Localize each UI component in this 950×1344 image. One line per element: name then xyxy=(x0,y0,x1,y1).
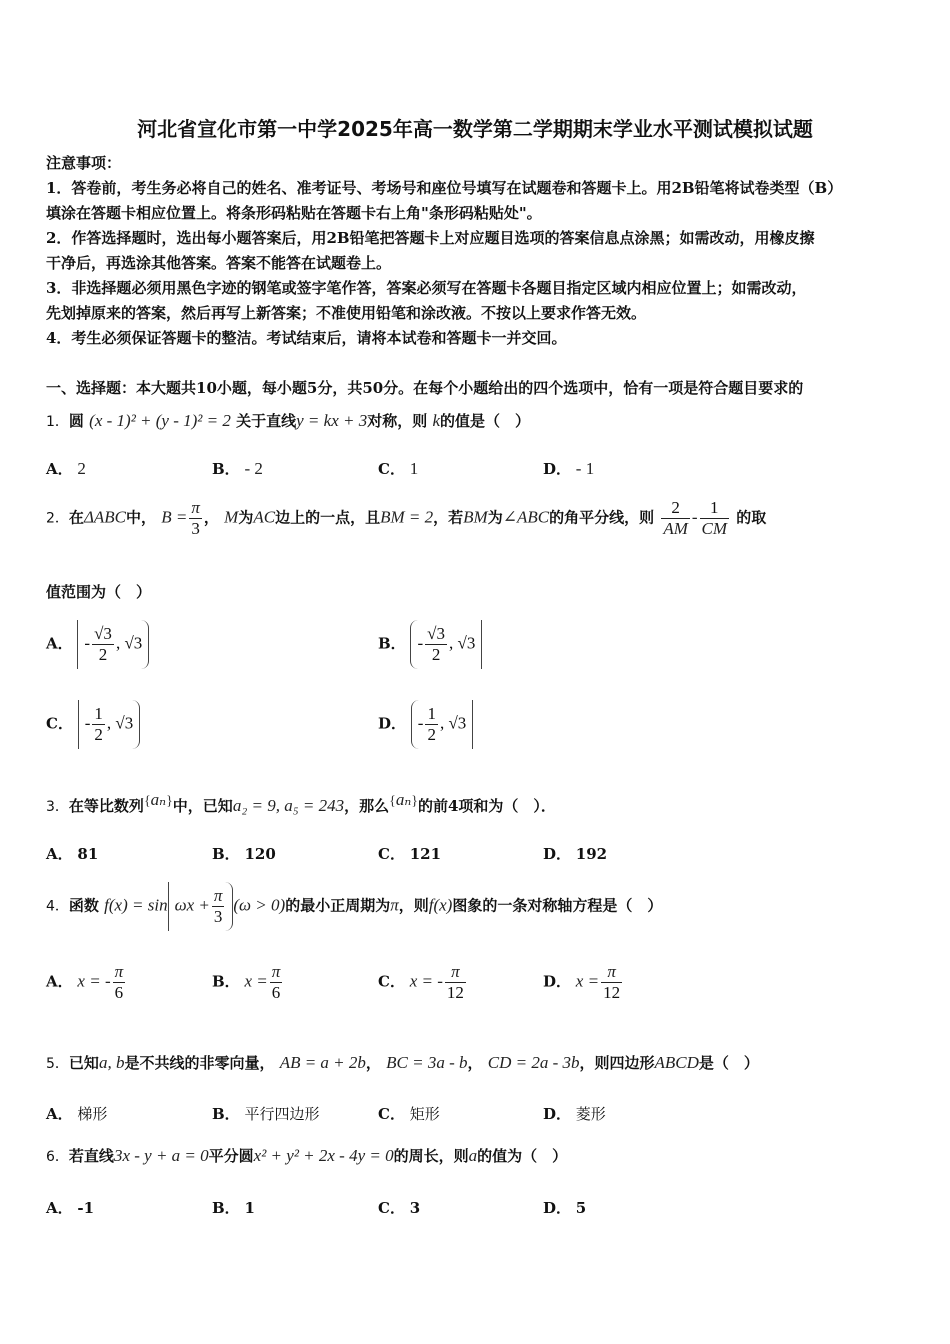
denominator: 6 xyxy=(113,982,126,1003)
question-text: 函数 xyxy=(68,896,99,915)
math-symbol: BM xyxy=(463,507,488,527)
question-text: 图象的一条对称轴方程是（ ） xyxy=(452,896,663,915)
option-value: - 1 xyxy=(575,459,595,478)
option-value: 2 xyxy=(77,459,86,478)
option-label: B． xyxy=(212,1105,240,1123)
fraction xyxy=(92,704,105,745)
denominator: 2 xyxy=(94,725,103,744)
option-c[interactable] xyxy=(46,700,140,749)
fraction xyxy=(425,624,447,665)
question-2-continued: 值范围为（ ） xyxy=(46,583,152,601)
upper-bound: , √3 xyxy=(115,633,143,653)
interval xyxy=(78,700,141,749)
math-symbol: B = xyxy=(161,507,188,527)
denominator: CM xyxy=(701,519,728,538)
math-symbol: a₂ = 9, a₅ = 243 xyxy=(232,796,345,815)
option-label: A． xyxy=(46,1199,73,1217)
numerator: π xyxy=(213,886,223,905)
question-text: ， xyxy=(467,1054,483,1072)
interval xyxy=(410,620,482,669)
upper-bound: , √3 xyxy=(448,633,476,653)
option-label: B． xyxy=(212,972,240,991)
math-symbol: a xyxy=(468,1146,478,1165)
option-c[interactable] xyxy=(378,962,468,1003)
option-d[interactable] xyxy=(543,962,624,1003)
question-text: ，若 xyxy=(433,508,464,527)
math-symbol: ABCD xyxy=(654,1053,699,1072)
option-c[interactable] xyxy=(378,843,441,864)
numerator: π xyxy=(114,962,124,981)
option-value: 矩形 xyxy=(409,1105,440,1123)
option-value: 120 xyxy=(244,845,276,863)
denominator: 2 xyxy=(92,644,114,665)
option-label: A． xyxy=(46,1105,73,1123)
math-symbol: x = xyxy=(244,971,268,991)
option-value: 1 xyxy=(409,459,419,478)
option-label: A． xyxy=(46,634,73,653)
option-label: D． xyxy=(543,1105,572,1123)
option-value: 121 xyxy=(409,845,442,863)
question-text: 中， xyxy=(126,508,157,527)
denominator: 6 xyxy=(270,982,283,1003)
option-label: D． xyxy=(543,1199,572,1217)
math-symbol: π xyxy=(390,895,399,915)
fraction xyxy=(92,624,114,665)
notice-line: 1．答卷前，考生务必将自己的姓名、准考证号、考场号和座位号填写在试题卷和答题卡上。用2B铅笔将试卷类型（B） xyxy=(46,179,843,197)
option-label: C． xyxy=(378,972,405,991)
question-text: 为 xyxy=(487,508,503,527)
denominator: AM xyxy=(663,519,688,538)
option-label: A． xyxy=(46,972,73,991)
question-text: 是（ ） xyxy=(698,1054,759,1072)
sequence-symbol: {aₙ} xyxy=(389,790,418,809)
upper-bound: , √3 xyxy=(439,713,467,733)
option-label: D． xyxy=(378,714,407,733)
math-symbol: AB = a + 2b xyxy=(279,1053,366,1072)
option-label: B． xyxy=(212,460,240,478)
option-label: A． xyxy=(46,845,73,863)
math-symbol: CD = 2a - 3b xyxy=(487,1053,580,1072)
option-b[interactable] xyxy=(212,1197,255,1218)
fraction xyxy=(661,498,690,539)
math-symbol: BC = 3a - b xyxy=(386,1053,468,1072)
notice-line: 4．考生必须保证答题卡的整洁。考试结束后，请将本试卷和答题卡一并交回。 xyxy=(46,329,567,347)
math-symbol: x² + y² + 2x - 4y = 0 xyxy=(253,1146,394,1165)
option-value: 192 xyxy=(575,845,608,863)
math-symbol: x = - xyxy=(77,971,111,991)
option-value: 81 xyxy=(77,845,99,863)
option-d[interactable] xyxy=(378,700,473,749)
question-text: ， xyxy=(365,1054,381,1072)
option-value: 5 xyxy=(575,1199,587,1217)
question-text: 为 xyxy=(238,508,254,527)
numerator: π xyxy=(271,962,281,981)
minus-sign: - xyxy=(417,633,424,653)
math-symbol: ∠ABC xyxy=(502,507,550,527)
question-6 xyxy=(46,1145,920,1166)
question-text: 圆 xyxy=(68,412,84,430)
option-b[interactable] xyxy=(378,620,482,669)
math-symbol: x = - xyxy=(409,971,443,991)
option-b[interactable] xyxy=(212,843,276,864)
math-symbol: ωx + xyxy=(174,895,210,915)
option-value: - 2 xyxy=(244,459,263,478)
option-c[interactable] xyxy=(378,458,418,479)
math-symbol: BM = 2 xyxy=(380,507,434,527)
notice-line: 干净后，再选涂其他答案。答案不能答在试题卷上。 xyxy=(46,254,392,272)
option-label: D． xyxy=(543,460,572,478)
option-value: 3 xyxy=(409,1199,421,1217)
denominator: 12 xyxy=(603,983,621,1002)
notice-heading: 注意事项： xyxy=(46,154,122,172)
question-4 xyxy=(46,882,920,931)
notice-line: 先划掉原来的答案，然后再写上新答案；不准使用铅笔和涂改液。不按以上要求作答无效。 xyxy=(46,304,647,322)
question-text: 已知 xyxy=(68,1054,99,1072)
question-number: 5． xyxy=(46,1056,69,1072)
numerator: π xyxy=(451,962,460,981)
fraction xyxy=(189,498,202,539)
denominator: 2 xyxy=(425,644,447,665)
math-symbol: - xyxy=(691,507,698,527)
option-c[interactable] xyxy=(378,1197,420,1218)
question-3 xyxy=(46,790,920,816)
question-1 xyxy=(46,410,920,431)
question-text: 边上的一点，且 xyxy=(275,508,381,527)
minus-sign: - xyxy=(84,633,91,653)
option-d[interactable] xyxy=(543,458,594,479)
interval xyxy=(411,700,474,749)
interval xyxy=(77,620,149,669)
option-value: -1 xyxy=(77,1199,95,1217)
question-text: 平分圆 xyxy=(208,1147,254,1165)
option-label: C． xyxy=(378,460,405,478)
option-label: B． xyxy=(212,845,240,863)
numerator: 1 xyxy=(710,498,719,517)
notice-line: 2．作答选择题时，选出每小题答案后，用2B铅笔把答题卡上对应题目选项的答案信息点涂黑；如需改动，用橡皮擦 xyxy=(46,229,815,247)
math-symbol: M xyxy=(224,507,239,527)
math-symbol: a, b xyxy=(98,1053,125,1072)
notice-line: 3．非选择题必须用黑色字迹的钢笔或签字笔作答，答案必须写在答题卡各题目指定区域内相应位置上；如需改动， xyxy=(46,279,807,297)
option-d[interactable] xyxy=(543,1197,586,1218)
numerator: √3 xyxy=(427,624,445,643)
sequence-symbol: {aₙ} xyxy=(143,790,173,809)
question-text: ，则四边形 xyxy=(579,1054,655,1072)
option-label: D． xyxy=(543,972,572,991)
minus-sign: - xyxy=(84,713,91,733)
question-number: 1． xyxy=(46,414,69,430)
math-symbol: f(x) xyxy=(428,895,453,915)
numerator: √3 xyxy=(94,624,112,643)
question-text: 关于直线 xyxy=(236,412,297,430)
math-symbol: 3x - y + a = 0 xyxy=(113,1146,209,1165)
option-d[interactable] xyxy=(543,843,607,864)
question-text: 的取 xyxy=(736,508,767,527)
option-value: 平行四边形 xyxy=(244,1105,320,1123)
question-number: 6． xyxy=(46,1149,69,1165)
numerator: 1 xyxy=(94,704,103,723)
option-a[interactable] xyxy=(46,1197,94,1218)
minus-sign: - xyxy=(417,713,424,733)
question-text: 的最小正周期为 xyxy=(285,896,391,915)
upper-bound: , √3 xyxy=(106,713,134,733)
question-text: 的周长，则 xyxy=(393,1147,469,1165)
option-a[interactable] xyxy=(46,620,149,669)
question-text: 的值为（ ） xyxy=(477,1147,568,1165)
question-text: 若直线 xyxy=(68,1147,114,1165)
option-a[interactable] xyxy=(46,843,98,864)
circle-equation: (x - 1)² + (y - 1)² = 2 xyxy=(89,411,231,430)
option-label: A． xyxy=(46,460,73,478)
math-symbol: ΔABC xyxy=(83,507,127,527)
notice-line: 填涂在答题卡相应位置上。将条形码粘贴在答题卡右上角"条形码粘贴处"。 xyxy=(46,204,542,222)
option-d[interactable] xyxy=(543,1103,606,1124)
option-b[interactable] xyxy=(212,458,263,479)
section-heading: 一、选择题：本大题共10小题，每小题5分，共50分。在每个小题给出的四个选项中，恰有一项是符合题目要求的 xyxy=(46,379,804,397)
fraction xyxy=(601,962,622,1003)
question-text: ，则 xyxy=(398,896,429,915)
question-2 xyxy=(46,498,920,539)
question-text: ，那么 xyxy=(344,797,390,815)
option-label: B． xyxy=(378,634,406,653)
line-equation: y = kx + 3 xyxy=(296,411,368,430)
option-a[interactable] xyxy=(46,458,86,479)
question-number: 2． xyxy=(46,510,69,527)
question-text: 的角平分线，则 xyxy=(549,508,655,527)
numerator: π xyxy=(607,962,616,981)
fraction xyxy=(700,498,730,539)
question-text: 在等比数列 xyxy=(68,797,144,815)
math-symbol: AC xyxy=(253,507,276,527)
denominator: 2 xyxy=(427,725,436,744)
fraction xyxy=(270,962,283,1003)
option-value: 1 xyxy=(244,1199,255,1217)
question-text: 是不共线的非零向量， xyxy=(124,1054,275,1072)
question-number: 3． xyxy=(46,799,69,815)
math-symbol: aₙ xyxy=(150,790,167,809)
option-a[interactable] xyxy=(46,1103,107,1124)
option-label: B． xyxy=(212,1199,240,1217)
option-b[interactable] xyxy=(212,1103,319,1124)
question-text: 在 xyxy=(68,508,84,527)
math-symbol: f(x) = sin xyxy=(104,895,168,915)
question-text: 的值是（ ） xyxy=(440,412,531,430)
exam-title: 河北省宣化市第一中学2025年高一数学第二学期期末学业水平测试模拟试题 xyxy=(137,117,813,141)
fraction xyxy=(445,962,466,1003)
fraction xyxy=(113,962,126,1003)
fraction xyxy=(212,886,225,927)
math-symbol: aₙ xyxy=(395,790,412,809)
option-label: C． xyxy=(378,1105,405,1123)
function-argument xyxy=(168,882,234,931)
question-text: 中，已知 xyxy=(172,797,233,815)
numerator: π xyxy=(191,498,200,517)
option-a[interactable] xyxy=(46,962,127,1003)
numerator: 2 xyxy=(671,498,680,517)
question-text: 的前4项和为（ ）． xyxy=(417,797,556,815)
option-b[interactable] xyxy=(212,962,284,1003)
option-value: 梯形 xyxy=(77,1105,108,1123)
question-text: 对称，则 xyxy=(367,412,428,430)
math-symbol: k xyxy=(432,411,441,430)
denominator: 3 xyxy=(212,906,225,927)
question-text: ， xyxy=(203,508,219,527)
math-symbol: (ω > 0) xyxy=(233,895,286,915)
denominator: 3 xyxy=(189,518,202,539)
denominator: 12 xyxy=(446,983,464,1002)
option-c[interactable] xyxy=(378,1103,440,1124)
option-label: C． xyxy=(378,1199,405,1217)
option-label: D． xyxy=(543,845,572,863)
question-number: 4． xyxy=(46,898,69,915)
math-symbol: x = xyxy=(575,971,600,991)
fraction xyxy=(425,704,438,745)
question-5 xyxy=(46,1052,920,1073)
option-label: C． xyxy=(378,845,405,863)
option-label: C． xyxy=(46,714,73,733)
numerator: 1 xyxy=(427,704,436,723)
option-value: 菱形 xyxy=(575,1105,606,1123)
